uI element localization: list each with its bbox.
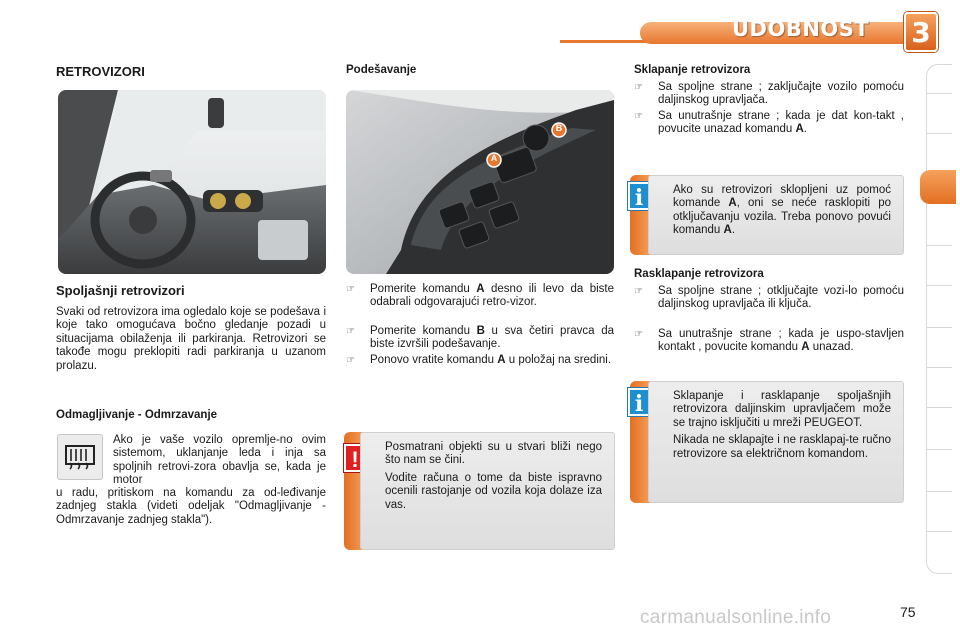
door-panel-illustration [346,90,614,274]
chapter-tab[interactable] [927,531,952,532]
rear-defrost-icon [58,435,102,479]
unfold-item-1: ☞ Sa spoljne strane ; otključajte vozi-lo pomoću daljinskog upravljača ili ključa. [634,285,904,311]
chapter-tab[interactable] [927,449,952,450]
exterior-mirrors-text: Svaki od retrovizora ima ogledalo koje se podešava i koje tako omogućava bočno gledanje pozadi u situacijama obilaženja ili parkiranja. Retrovizori se takođe mogu preklopiti radi parkiranja u uzanom prolazu. [56,306,326,372]
rear-defrost-button [57,434,103,480]
chapter-tab[interactable] [927,491,952,492]
mirror-controls-photo [346,90,614,274]
chapter-tab[interactable] [927,367,952,368]
exterior-mirrors-title: Spoljašnji retrovizori [56,283,185,298]
defrost-text-indented: Ako je vaše vozilo opremlje-no ovim sistemom, uklanjanje leda i inja sa spoljnih retrovi-zora obavlja se, kada je motor [113,434,326,487]
photo-label-a: A [490,153,498,163]
watermark: carmanualsonline.info [640,607,832,628]
warning-text-1: Posmatrani objekti su u stvari bliži nego što nam se čini. [385,441,602,467]
photo-label-b: B [555,123,563,133]
bullet-hand-icon: ☞ [634,82,643,93]
car-interior-photo [58,90,326,274]
chapter-tab[interactable] [927,407,952,408]
chapter-number-badge: 3 [904,12,938,52]
adjust-step-3: ☞ Ponovo vratite komandu A u položaj na sredini. [346,354,612,366]
info-icon: i [628,182,650,210]
bullet-hand-icon: ☞ [634,286,643,297]
car-interior-illustration [58,90,326,274]
unfold-title: Rasklapanje retrovizora [634,268,764,280]
info-icon: i [628,388,650,416]
fold-item-2: ☞ Sa unutrašnje strane ; kada je dat kon-takt , povucite unazad komandu A. [634,110,904,136]
adjust-step-2: ☞ Pomerite komandu B u sva četiri pravca da biste izvršili podešavanje. [346,325,614,351]
chapter-tab[interactable] [927,245,952,246]
bullet-hand-icon: ☞ [346,326,355,337]
adjust-step-1: ☞ Pomerite komandu A desno ili levo da biste odabrali odgovarajući retro-vizor. [346,283,614,309]
chapter-tabs [926,64,952,574]
defrost-title: Odmagljivanje - Odmrzavanje [56,409,218,421]
chapter-tab[interactable] [927,133,952,134]
chapter-tab[interactable] [927,327,952,328]
warning-text-2: Vodite računa o tome da biste ispravno ocenili rastojanje od vozila koja dolaze iza vas. [385,471,602,511]
fold-item-1: ☞ Sa spoljne strane ; zaključajte vozilo pomoću daljinskog upravljača. [634,81,904,107]
bullet-hand-icon: ☞ [634,111,643,122]
chapter-tab[interactable] [927,285,952,286]
bullet-hand-icon: ☞ [634,329,643,340]
bullet-hand-icon: ☞ [346,284,355,295]
info-text-remote-1: Sklapanje i rasklapanje spoljašnjih retrovizora daljinskim upravljačem može se trajno isključiti u mreži PEUGEOT. [673,390,891,429]
warning-icon: ! [344,444,366,472]
adjustment-title: Podešavanje [346,64,417,76]
chapter-title: UDOBNOST [732,17,870,41]
unfold-item-2: ☞ Sa unutrašnje strane ; kada je uspo-stavljen kontakt , povucite komandu A unazad. [634,328,904,354]
bullet-hand-icon: ☞ [346,355,355,366]
warning-box [360,432,615,550]
info-text-folded: Ako su retrovizori sklopljeni uz pomoć komande A, oni se neće rasklopiti po otključavanju vozila. Treba ponovo povući komandu A. [673,184,891,237]
chapter-tab-active[interactable] [920,170,956,204]
defrost-text: u radu, pritiskom na komandu za od-leđivanje zadnjeg stakla (videti odeljak "Odmagljivanje - Odmrzavanje zadnjeg stakla"). [56,487,326,526]
info-text-remote-2: Nikada ne sklapajte i ne rasklapaj-te ručno retrovizore sa električnom komandom. [673,434,891,460]
fold-title: Sklapanje retrovizora [634,64,751,76]
chapter-tab[interactable] [927,93,952,94]
info-box-remote [648,381,904,503]
page-number: 75 [900,604,916,620]
info-box-folded [648,175,904,255]
section-title: RETROVIZORI [56,64,145,79]
